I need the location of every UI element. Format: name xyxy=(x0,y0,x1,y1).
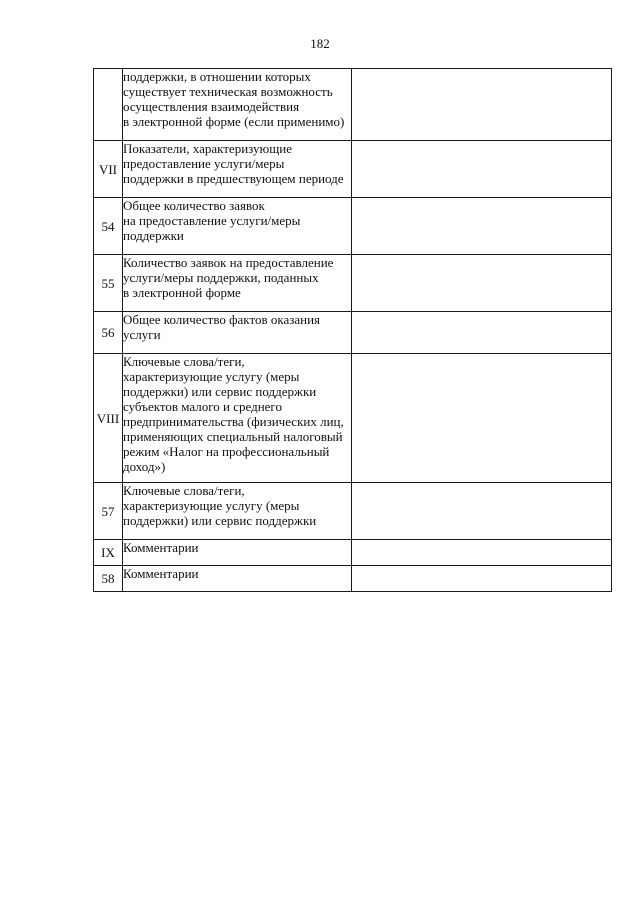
page-number: 182 xyxy=(310,36,330,51)
table-row xyxy=(94,255,612,312)
row-number: 54 xyxy=(94,198,123,255)
row-number: VIII xyxy=(94,354,123,483)
row-description: Показатели, характеризующие предоставление услуги/меры поддержки в предшествующем периоде xyxy=(123,141,352,198)
row-value-cell xyxy=(352,566,612,592)
row-number: IX xyxy=(94,540,123,566)
table-row xyxy=(94,540,612,566)
row-number xyxy=(94,69,123,141)
row-description: Общее количество заявок на предоставление услуги/меры поддержки xyxy=(123,198,352,255)
row-value-cell xyxy=(352,198,612,255)
row-description: Общее количество фактов оказания услуги xyxy=(123,312,352,354)
table-row xyxy=(94,354,612,483)
table-row xyxy=(94,483,612,540)
table-row xyxy=(94,69,612,141)
table-row xyxy=(94,141,612,198)
row-number: 58 xyxy=(94,566,123,592)
row-description: Комментарии xyxy=(123,540,352,566)
table-row xyxy=(94,312,612,354)
row-value-cell xyxy=(352,255,612,312)
row-value-cell xyxy=(352,354,612,483)
row-description: Ключевые слова/теги, характеризующие услугу (меры поддержки) или сервис поддержки xyxy=(123,483,352,540)
row-number: VII xyxy=(94,141,123,198)
indicator-table xyxy=(93,68,612,592)
row-description: Количество заявок на предоставление услуги/меры поддержки, поданных в электронной форме xyxy=(123,255,352,312)
row-value-cell xyxy=(352,540,612,566)
row-number: 55 xyxy=(94,255,123,312)
row-value-cell xyxy=(352,69,612,141)
table-row xyxy=(94,566,612,592)
row-number: 57 xyxy=(94,483,123,540)
row-number: 56 xyxy=(94,312,123,354)
row-description: поддержки, в отношении которых существует техническая возможность осуществления взаимодействия в электронной форме (если применимо) xyxy=(123,69,352,141)
table-row xyxy=(94,198,612,255)
row-description: Ключевые слова/теги, характеризующие услугу (меры поддержки) или сервис поддержки субъектов малого и среднего предпринимательства (физических лиц, применяющих специальный налоговый режим «Налог на профессиональный доход») xyxy=(123,354,352,483)
row-value-cell xyxy=(352,141,612,198)
row-value-cell xyxy=(352,483,612,540)
row-description: Комментарии xyxy=(123,566,352,592)
row-value-cell xyxy=(352,312,612,354)
